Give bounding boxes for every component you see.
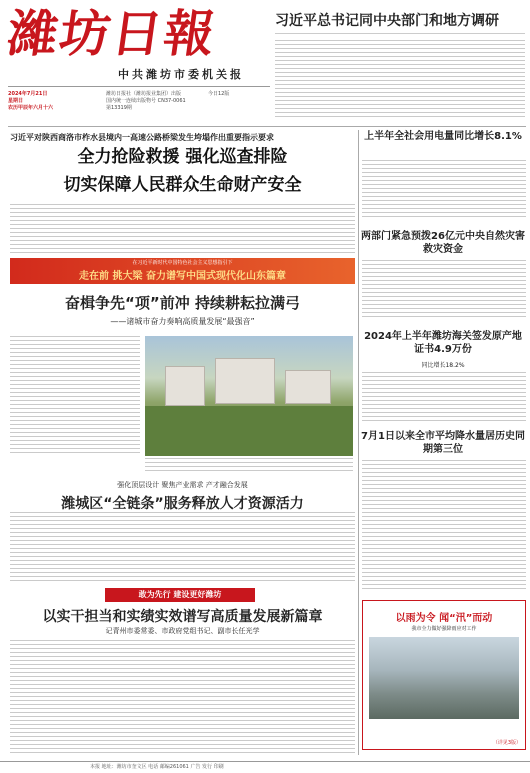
date-line: 2024年7月21日 (8, 91, 48, 97)
lead-title-line2[interactable]: 切实保障人民群众生命财产安全 (63, 175, 302, 195)
issue-info: 国内统一连续出版物号 CN37-0061 (106, 98, 186, 104)
right-story4-title[interactable]: 7月1日以来全市平均降水量居历史同期第三位 (361, 431, 525, 455)
story3-title[interactable]: 潍城区“全链条”服务释放人才资源活力 (61, 496, 304, 512)
flood-box-page: （详见3版） (492, 740, 521, 746)
right-story4-body (362, 460, 526, 590)
lead-body (10, 204, 355, 254)
column-divider (358, 130, 359, 755)
right-story2-body (362, 260, 526, 320)
weekday: 星期日 (8, 98, 24, 104)
lunar-date: 农历甲辰年六月十六 (8, 105, 54, 111)
story2-subtitle: ——诸城市奋力奏响高质量发展“最强音” (110, 317, 255, 326)
column-label (105, 588, 255, 602)
top-right-headline[interactable]: 习近平总书记同中央部门和地方调研 (275, 10, 525, 34)
flood-response-box[interactable] (362, 600, 526, 750)
publisher-block (106, 91, 186, 112)
lead-kicker: 习近平对陕西商洛市柞水县境内一高速公路桥梁发生垮塌作出重要指示要求 (10, 133, 274, 142)
lead-title-line1[interactable]: 全力抢险救援 强化巡查排险 (77, 147, 288, 167)
right-story1-body (362, 160, 526, 220)
masthead (3, 4, 270, 124)
right-story3-sub: 同比增长18.2% (421, 362, 465, 369)
edition-block (208, 91, 229, 98)
publisher: 潍坊日报社（潍坊报业集团）出版 (106, 91, 182, 97)
story2-title[interactable]: 奋楫争先“项”前冲 持续耕耘拉满弓 (65, 294, 300, 312)
photo-caption (145, 458, 353, 474)
right-story3-body (362, 372, 526, 422)
story3-kicker: 强化顶层设计 聚焦产业需求 产才融合发展 (117, 481, 248, 489)
masthead-info (8, 86, 270, 122)
banner-small-text: 在习近平新时代中国特色社会主义思想指引下 (132, 260, 233, 266)
story3-body (10, 512, 355, 582)
date-block (8, 91, 53, 112)
story4-body (10, 640, 355, 756)
story4-title[interactable]: 以实干担当和实绩实效谱写高质量发展新篇章 (42, 609, 323, 625)
column-label-text: 敢为先行 建设更好潍坊 (138, 590, 222, 599)
masthead-subtitle: 中共潍坊市委机关报 (118, 68, 244, 81)
edition: 今日12版 (208, 91, 230, 97)
right-story1-title[interactable]: 上半年全社会用电量同比增长8.1% (364, 131, 522, 142)
flood-box-title: 以雨为令 闻“汛”而动 (395, 613, 493, 624)
right-story2-title[interactable]: 两部门紧急预拨26亿元中央自然灾害救灾资金 (361, 231, 525, 255)
right-story3-title[interactable]: 2024年上半年潍坊海关签发原产地证书4.9万份 (364, 331, 522, 355)
theme-banner (10, 258, 355, 284)
industrial-park-photo[interactable] (145, 336, 353, 456)
banner-big-text: 走在前 挑大梁 奋力谱写中国式现代化山东篇章 (79, 271, 286, 282)
flood-box-subtitle: 我市全力做好强降雨应对工作 (411, 626, 477, 632)
issue-code: 第13319期 (106, 105, 132, 111)
flood-photo (369, 637, 519, 719)
story4-subtitle: 记青州市委常委、市政府党组书记、副市长任光学 (105, 627, 260, 635)
divider (8, 126, 526, 127)
top-right-body (275, 40, 525, 120)
masthead-title: 濰坊日報 (3, 4, 221, 63)
footer: 本报 地址：潍坊市奎文区 电话 邮编261061 广告 发行 印刷 (0, 761, 530, 773)
story2-body-left (10, 336, 140, 456)
